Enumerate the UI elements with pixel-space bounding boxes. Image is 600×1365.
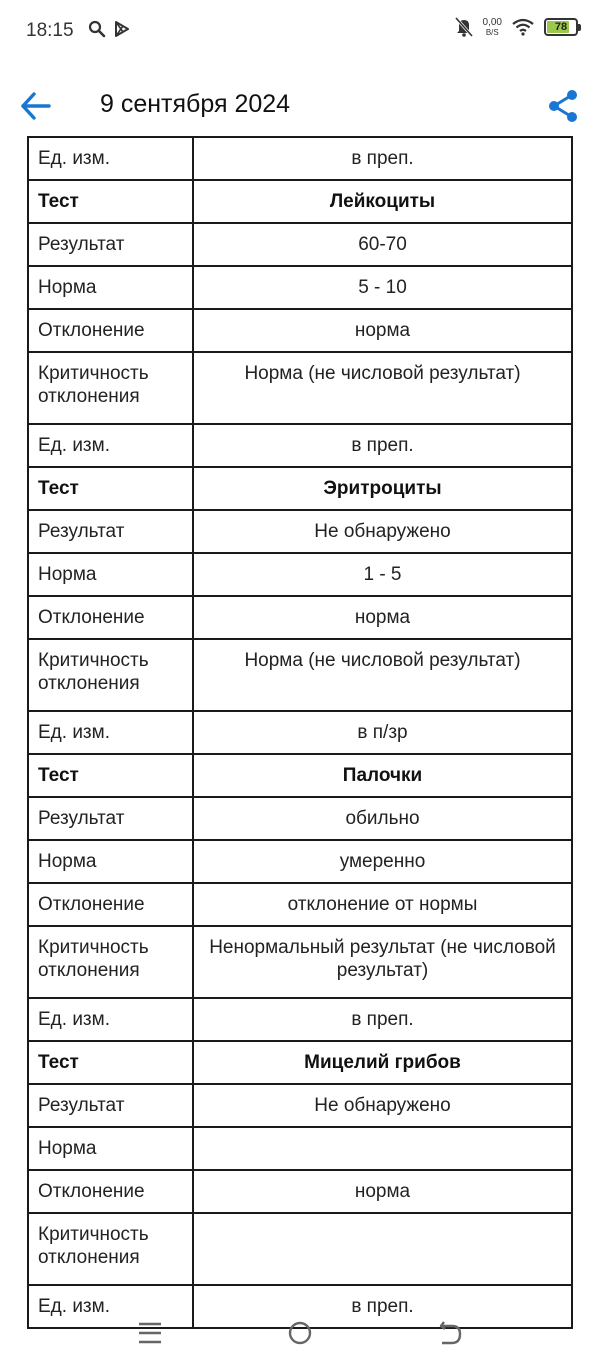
table-header-row [28, 467, 572, 510]
row-label: Критичность отклонения [28, 1213, 193, 1285]
row-label: Ед. изм. [28, 998, 193, 1041]
row-label: Ед. изм. [28, 424, 193, 467]
table-row [28, 137, 572, 180]
table-row [28, 266, 572, 309]
table-row [28, 223, 572, 266]
row-value: в преп. [193, 424, 572, 467]
row-value: в преп. [193, 1285, 572, 1328]
row-label: Результат [28, 1084, 193, 1127]
status-right-icons [455, 17, 578, 37]
row-value [193, 1213, 572, 1285]
row-value: обильно [193, 797, 572, 840]
table-row [28, 797, 572, 840]
table-row [28, 352, 572, 424]
row-label: Критичность отклонения [28, 352, 193, 424]
table-row [28, 1170, 572, 1213]
home-nav-button[interactable] [283, 1316, 317, 1350]
row-label: Тест [28, 467, 193, 510]
table-row [28, 309, 572, 352]
net-speed [483, 18, 502, 37]
row-value: 5 - 10 [193, 266, 572, 309]
row-label: Тест [28, 754, 193, 797]
row-label: Отклонение [28, 883, 193, 926]
row-value: Не обнаружено [193, 510, 572, 553]
back-gesture-icon [433, 1316, 467, 1350]
table-row [28, 840, 572, 883]
row-label: Критичность отклонения [28, 926, 193, 998]
row-label: Результат [28, 797, 193, 840]
row-label: Критичность отклонения [28, 639, 193, 711]
table-row [28, 424, 572, 467]
row-label: Норма [28, 1127, 193, 1170]
results-table-body [28, 137, 572, 1328]
status-time: 18:15 [26, 20, 74, 41]
table-header-row [28, 180, 572, 223]
row-label: Норма [28, 840, 193, 883]
row-value: норма [193, 596, 572, 639]
row-value: Эритроциты [193, 467, 572, 510]
table-row [28, 1084, 572, 1127]
share-button[interactable] [546, 88, 580, 124]
row-value [193, 1127, 572, 1170]
row-label: Отклонение [28, 309, 193, 352]
table-row [28, 639, 572, 711]
row-label: Норма [28, 553, 193, 596]
row-label: Результат [28, 223, 193, 266]
table-header-row [28, 1041, 572, 1084]
row-value: в преп. [193, 998, 572, 1041]
row-label: Ед. изм. [28, 1285, 193, 1328]
table-row [28, 1127, 572, 1170]
table-row [28, 926, 572, 998]
results-table-container[interactable] [27, 148, 573, 1317]
system-nav-bar [0, 1300, 600, 1365]
row-label: Отклонение [28, 1170, 193, 1213]
row-label: Ед. изм. [28, 137, 193, 180]
row-label: Норма [28, 266, 193, 309]
play-store-icon [114, 20, 130, 38]
share-icon [546, 88, 580, 124]
arrow-left-icon [18, 88, 54, 124]
wifi-icon [512, 18, 534, 36]
table-row [28, 510, 572, 553]
battery-level: 78 [554, 21, 568, 33]
row-value: Палочки [193, 754, 572, 797]
table-header-row [28, 754, 572, 797]
table-row [28, 553, 572, 596]
results-table [27, 136, 573, 1329]
row-value: Не обнаружено [193, 1084, 572, 1127]
search-icon [88, 20, 106, 38]
page-title: 9 сентября 2024 [100, 90, 291, 118]
row-label: Тест [28, 180, 193, 223]
row-value: в преп. [193, 137, 572, 180]
back-button[interactable] [18, 88, 54, 124]
status-left-icons [88, 20, 130, 38]
row-value: Норма (не числовой результат) [193, 639, 572, 711]
home-circle-icon [283, 1316, 317, 1350]
row-value: Ненормальный результат (не числовой результат) [193, 926, 572, 998]
row-value: Лейкоциты [193, 180, 572, 223]
menu-icon [133, 1316, 167, 1350]
table-row [28, 998, 572, 1041]
row-value: умеренно [193, 840, 572, 883]
table-row [28, 711, 572, 754]
row-value: 1 - 5 [193, 553, 572, 596]
table-row [28, 883, 572, 926]
row-value: отклонение от нормы [193, 883, 572, 926]
table-row [28, 596, 572, 639]
row-value: Мицелий грибов [193, 1041, 572, 1084]
back-nav-button[interactable] [433, 1316, 467, 1350]
menu-nav-button[interactable] [133, 1316, 167, 1350]
net-speed-value: 0,00 [482, 16, 502, 28]
bell-muted-icon [455, 17, 473, 37]
row-label: Тест [28, 1041, 193, 1084]
row-value: 60-70 [193, 223, 572, 266]
row-label: Результат [28, 510, 193, 553]
net-speed-unit: B/S [485, 27, 499, 37]
row-value: в п/зр [193, 711, 572, 754]
row-value: норма [193, 309, 572, 352]
row-label: Отклонение [28, 596, 193, 639]
status-bar [0, 0, 600, 62]
row-label: Ед. изм. [28, 711, 193, 754]
battery-icon [544, 18, 578, 36]
row-value: норма [193, 1170, 572, 1213]
table-row [28, 1213, 572, 1285]
row-value: Норма (не числовой результат) [193, 352, 572, 424]
